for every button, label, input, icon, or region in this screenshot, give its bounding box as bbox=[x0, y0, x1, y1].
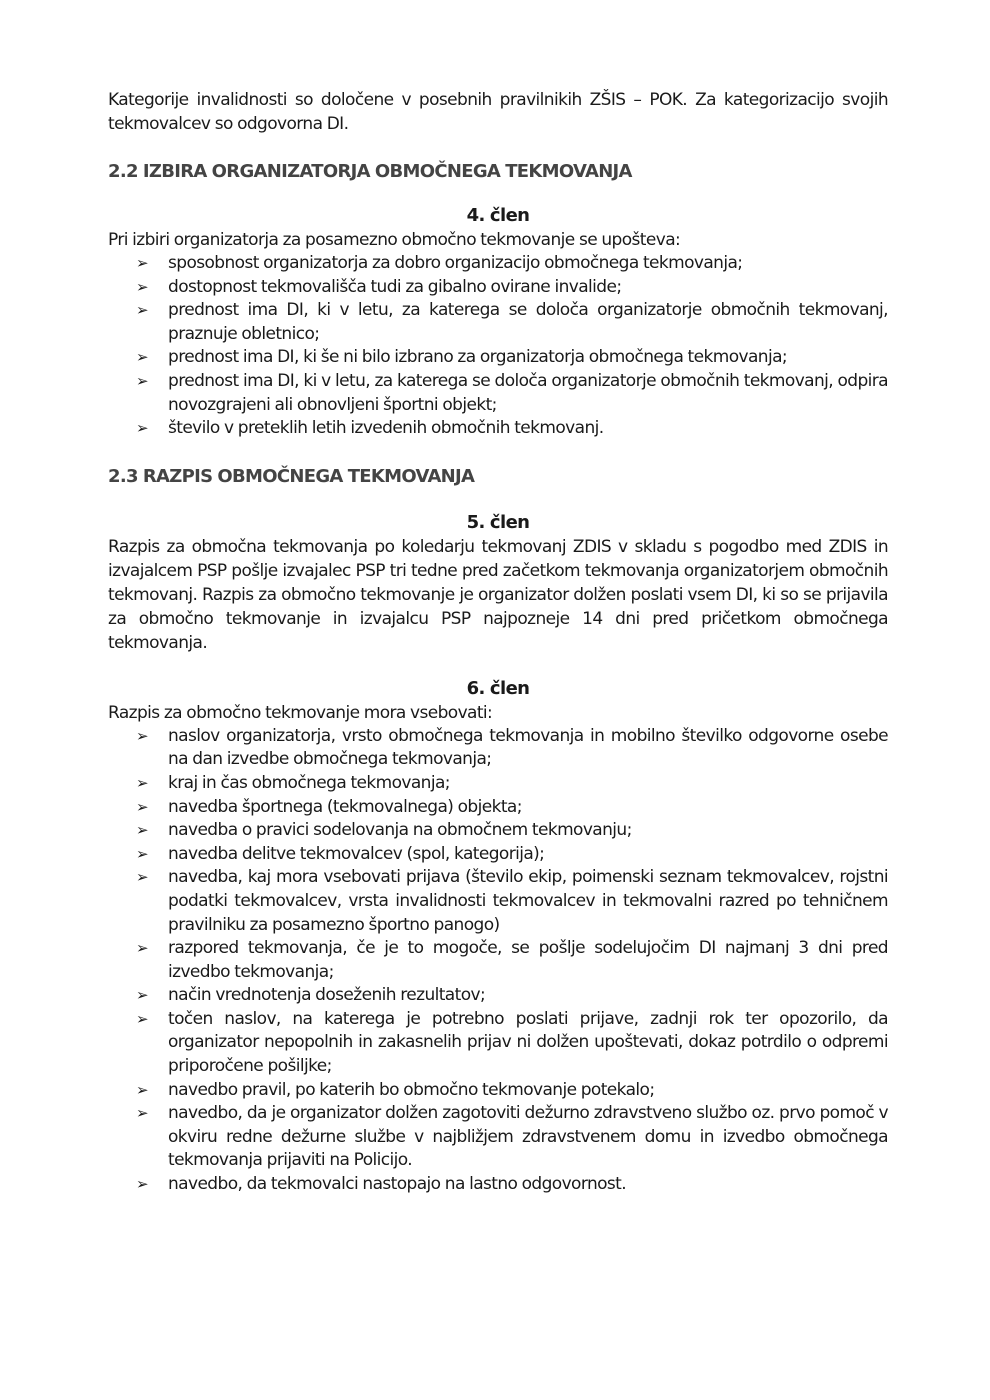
list-item: ➢ dostopnost tekmovališča tudi za gibalno ovirane invalide; bbox=[108, 276, 888, 300]
list-item: ➢ način vrednotenja doseženih rezultatov; bbox=[108, 984, 888, 1008]
article-title: 4. člen bbox=[466, 205, 530, 226]
article-lead: Pri izbiri organizatorja za posamezno območno tekmovanje se upošteva: bbox=[108, 230, 681, 250]
list-item: ➢ sposobnost organizatorja za dobro organizacijo območnega tekmovanja; bbox=[108, 252, 888, 276]
arrow-bullet-icon: ➢ bbox=[136, 301, 148, 320]
bullet-list bbox=[108, 725, 888, 1197]
document-page bbox=[108, 88, 888, 1197]
list-item: ➢ točen naslov, na katerega je potrebno poslati prijave, zadnji rok ter opozorilo, da organizator nepopolnih in zakasnelih prijav ni dolžen upoštevati, dokaz potrdilo o odpremi priporočene pošiljke; bbox=[136, 1008, 888, 1077]
list-item: ➢ navedba, kaj mora vsebovati prijava (število ekip, poimenski seznam tekmovalcev, rojstni podatki tekmovalcev, vrsta invalidnosti tekmovalcev in tekmovalni razred po tehničnem pravilniku za posamezno športno panogo) bbox=[136, 867, 888, 935]
list-item: ➢ navedbo pravil, po katerih bo območno tekmovanje potekalo; bbox=[108, 1079, 888, 1103]
list-item: ➢ prednost ima DI, ki v letu, za katerega se določa organizatorje območnih tekmovanj, odpira novozgrajeni ali obnovljeni športni objekt; bbox=[136, 370, 888, 415]
list-item: ➢ navedba športnega (tekmovalnega) objekta; bbox=[108, 796, 888, 820]
arrow-bullet-icon: ➢ bbox=[136, 986, 148, 1005]
arrow-bullet-icon: ➢ bbox=[136, 1009, 148, 1028]
list-item: ➢ število v preteklih letih izvedenih območnih tekmovanj. bbox=[108, 417, 888, 441]
article-title: 5. člen bbox=[466, 511, 530, 533]
list-item: ➢ navedbo, da je organizator dolžen zagotoviti dežurno zdravstveno službo oz. prvo pomoč v okviru redne dežurne službe v najbližjem zdravstvenem domu in izvedbo območnega tekmovanja prijaviti na Policijo. bbox=[136, 1103, 888, 1171]
arrow-bullet-icon: ➢ bbox=[136, 419, 148, 438]
list-item: ➢ prednost ima DI, ki v letu, za katerega se določa organizatorje območnih tekmovanj, praznuje obletnico; bbox=[136, 300, 888, 344]
arrow-bullet-icon: ➢ bbox=[136, 254, 148, 272]
list-item: ➢ navedbo, da tekmovalci nastopajo na lastno odgovornost. bbox=[108, 1173, 888, 1197]
arrow-bullet-icon: ➢ bbox=[136, 821, 148, 840]
arrow-bullet-icon: ➢ bbox=[136, 348, 148, 367]
arrow-bullet-icon: ➢ bbox=[136, 868, 148, 887]
bullet-list bbox=[108, 252, 888, 441]
arrow-bullet-icon: ➢ bbox=[136, 797, 148, 816]
arrow-bullet-icon: ➢ bbox=[136, 277, 148, 296]
arrow-bullet-icon: ➢ bbox=[136, 773, 148, 792]
article-lead: Razpis za območno tekmovanje mora vsebovati: bbox=[108, 702, 493, 723]
section-heading-2-3: 2.3 RAZPIS OBMOČNEGA TEKMOVANJA bbox=[108, 465, 475, 487]
list-item: ➢ razpored tekmovanja, če je to mogoče, se pošlje sodelujočim DI najmanj 3 dni pred izvedbo tekmovanja; bbox=[136, 938, 888, 982]
article-text: Razpis za območna tekmovanja po koledarju tekmovanj ZDIS v skladu s pogodbo med ZDIS in izvajalcem PSP pošlje izvajalec PSP tri tedne pred začetkom tekmovanja organizatorjem območnih tekmovanj. Razpis za območno tekmovanje je organizator dolžen poslati vsem DI, ki so se prijavila za območno tekmovanje in izvajalcu PSP najpozneje 14 dni pred pričetkom območnega tekmovanja. bbox=[108, 536, 888, 653]
arrow-bullet-icon: ➢ bbox=[136, 1080, 148, 1099]
article-6 bbox=[108, 677, 888, 1197]
list-item: ➢ naslov organizatorja, vrsto območnega tekmovanja in mobilno številko odgovorne osebe na dan izvedbe območnega tekmovanja; bbox=[136, 725, 888, 770]
article-title: 6. člen bbox=[466, 677, 530, 699]
list-item: ➢ navedba delitve tekmovalcev (spol, kategorija); bbox=[108, 843, 888, 867]
arrow-bullet-icon: ➢ bbox=[136, 1104, 148, 1123]
intro-paragraph: Kategorije invalidnosti so določene v posebnih pravilnikih ZŠIS – POK. Za kategorizacijo svojih tekmovalcev so odgovorna DI. bbox=[108, 90, 888, 134]
arrow-bullet-icon: ➢ bbox=[136, 1175, 148, 1194]
article-5 bbox=[108, 511, 888, 655]
list-item: ➢ prednost ima DI, ki še ni bilo izbrano za organizatorja območnega tekmovanja; bbox=[108, 346, 888, 370]
article-4 bbox=[108, 204, 888, 441]
arrow-bullet-icon: ➢ bbox=[136, 939, 148, 958]
arrow-bullet-icon: ➢ bbox=[136, 726, 148, 745]
list-item: ➢ navedba o pravici sodelovanja na območnem tekmovanju; bbox=[108, 819, 888, 843]
arrow-bullet-icon: ➢ bbox=[136, 844, 148, 863]
arrow-bullet-icon: ➢ bbox=[136, 371, 148, 390]
list-item: ➢ kraj in čas območnega tekmovanja; bbox=[108, 772, 888, 796]
section-heading-2-2: 2.2 IZBIRA ORGANIZATORJA OBMOČNEGA TEKMOVANJA bbox=[108, 161, 632, 182]
